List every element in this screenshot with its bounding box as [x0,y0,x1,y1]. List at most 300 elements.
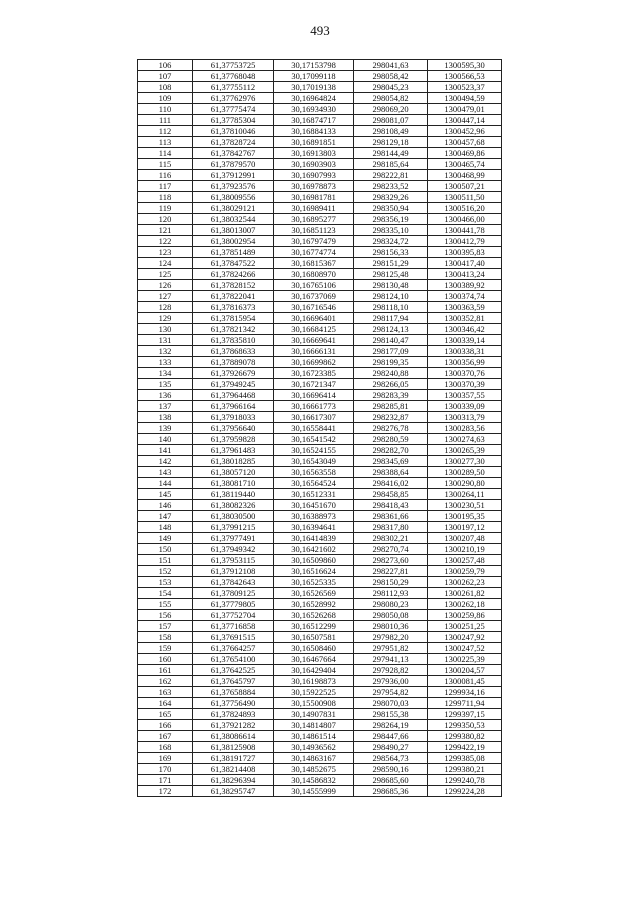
y-coordinate-cell: 1300207,48 [428,533,502,544]
y-coordinate-cell: 1300081,45 [428,676,502,687]
y-coordinate-cell: 1299224,28 [428,786,502,797]
point-number-cell: 154 [138,588,193,599]
y-coordinate-cell: 1300204,57 [428,665,502,676]
y-coordinate-cell: 1299385,08 [428,753,502,764]
table-row [138,478,502,489]
x-coordinate-cell: 297928,82 [354,665,428,676]
x-coordinate-cell: 298685,60 [354,775,428,786]
y-coordinate-cell: 1300264,11 [428,489,502,500]
longitude-cell: 30,15922525 [274,687,354,698]
table-row [138,753,502,764]
x-coordinate-cell: 298125,48 [354,269,428,280]
point-number-cell: 159 [138,643,193,654]
table-row [138,313,502,324]
latitude-cell: 61,37755112 [193,82,274,93]
x-coordinate-cell: 298069,20 [354,104,428,115]
point-number-cell: 119 [138,203,193,214]
point-number-cell: 136 [138,390,193,401]
latitude-cell: 61,38295747 [193,786,274,797]
y-coordinate-cell: 1300370,76 [428,368,502,379]
longitude-cell: 30,15500908 [274,698,354,709]
latitude-cell: 61,38013007 [193,225,274,236]
longitude-cell: 30,16388973 [274,511,354,522]
latitude-cell: 61,38032544 [193,214,274,225]
y-coordinate-cell: 1300259,86 [428,610,502,621]
point-number-cell: 127 [138,291,193,302]
latitude-cell: 61,37691515 [193,632,274,643]
point-number-cell: 155 [138,599,193,610]
table-row [138,533,502,544]
y-coordinate-cell: 1300346,42 [428,324,502,335]
point-number-cell: 106 [138,60,193,71]
table-row [138,467,502,478]
y-coordinate-cell: 1300313,79 [428,412,502,423]
longitude-cell: 30,16934930 [274,104,354,115]
longitude-cell: 30,16526569 [274,588,354,599]
point-number-cell: 124 [138,258,193,269]
x-coordinate-cell: 298117,94 [354,313,428,324]
table-row [138,258,502,269]
latitude-cell: 61,37949245 [193,379,274,390]
latitude-cell: 61,37847522 [193,258,274,269]
longitude-cell: 30,16509860 [274,555,354,566]
latitude-cell: 61,37956640 [193,423,274,434]
x-coordinate-cell: 298155,38 [354,709,428,720]
table-row [138,126,502,137]
table-row [138,599,502,610]
longitude-cell: 30,16874717 [274,115,354,126]
table-row [138,720,502,731]
longitude-cell: 30,16669641 [274,335,354,346]
point-number-cell: 107 [138,71,193,82]
table-row [138,566,502,577]
latitude-cell: 61,38191727 [193,753,274,764]
x-coordinate-cell: 298058,42 [354,71,428,82]
y-coordinate-cell: 1300257,48 [428,555,502,566]
x-coordinate-cell: 297936,00 [354,676,428,687]
y-coordinate-cell: 1300247,52 [428,643,502,654]
x-coordinate-cell: 298112,93 [354,588,428,599]
point-number-cell: 112 [138,126,193,137]
x-coordinate-cell: 298227,81 [354,566,428,577]
y-coordinate-cell: 1300230,51 [428,500,502,511]
longitude-cell: 30,16964824 [274,93,354,104]
y-coordinate-cell: 1300370,39 [428,379,502,390]
y-coordinate-cell: 1299934,16 [428,687,502,698]
longitude-cell: 30,16666131 [274,346,354,357]
longitude-cell: 30,16512299 [274,621,354,632]
y-coordinate-cell: 1300523,37 [428,82,502,93]
latitude-cell: 61,38296394 [193,775,274,786]
latitude-cell: 61,38018285 [193,456,274,467]
y-coordinate-cell: 1300339,14 [428,335,502,346]
x-coordinate-cell: 298199,35 [354,357,428,368]
table-row [138,709,502,720]
latitude-cell: 61,37816373 [193,302,274,313]
longitude-cell: 30,16696414 [274,390,354,401]
y-coordinate-cell: 1300452,96 [428,126,502,137]
point-number-cell: 140 [138,434,193,445]
y-coordinate-cell: 1300466,00 [428,214,502,225]
x-coordinate-cell: 298388,64 [354,467,428,478]
y-coordinate-cell: 1300251,25 [428,621,502,632]
table-row [138,379,502,390]
point-number-cell: 164 [138,698,193,709]
latitude-cell: 61,37779805 [193,599,274,610]
table-row [138,236,502,247]
table-row [138,115,502,126]
y-coordinate-cell: 1300413,24 [428,269,502,280]
x-coordinate-cell: 298118,10 [354,302,428,313]
y-coordinate-cell: 1300595,30 [428,60,502,71]
table-row [138,742,502,753]
table-row [138,676,502,687]
point-number-cell: 141 [138,445,193,456]
y-coordinate-cell: 1300447,14 [428,115,502,126]
table-row [138,324,502,335]
point-number-cell: 166 [138,720,193,731]
longitude-cell: 30,16525335 [274,577,354,588]
x-coordinate-cell: 298264,19 [354,720,428,731]
latitude-cell: 61,37926679 [193,368,274,379]
latitude-cell: 61,37959828 [193,434,274,445]
y-coordinate-cell: 1300494,59 [428,93,502,104]
x-coordinate-cell: 298345,69 [354,456,428,467]
latitude-cell: 61,38029121 [193,203,274,214]
longitude-cell: 30,16508460 [274,643,354,654]
x-coordinate-cell: 298177,09 [354,346,428,357]
latitude-cell: 61,37815954 [193,313,274,324]
y-coordinate-cell: 1299350,53 [428,720,502,731]
x-coordinate-cell: 297941,13 [354,654,428,665]
table-row [138,621,502,632]
x-coordinate-cell: 298350,94 [354,203,428,214]
x-coordinate-cell: 298324,72 [354,236,428,247]
latitude-cell: 61,37642525 [193,665,274,676]
latitude-cell: 61,37912991 [193,170,274,181]
table-row [138,434,502,445]
longitude-cell: 30,16978873 [274,181,354,192]
y-coordinate-cell: 1300389,92 [428,280,502,291]
point-number-cell: 150 [138,544,193,555]
y-coordinate-cell: 1299711,94 [428,698,502,709]
y-coordinate-cell: 1300352,81 [428,313,502,324]
longitude-cell: 30,16913803 [274,148,354,159]
table-row [138,335,502,346]
latitude-cell: 61,37828152 [193,280,274,291]
latitude-cell: 61,37961483 [193,445,274,456]
latitude-cell: 61,37752704 [193,610,274,621]
longitude-cell: 30,16723385 [274,368,354,379]
latitude-cell: 61,37868633 [193,346,274,357]
x-coordinate-cell: 298041,63 [354,60,428,71]
point-number-cell: 144 [138,478,193,489]
longitude-cell: 30,16903903 [274,159,354,170]
x-coordinate-cell: 298124,13 [354,324,428,335]
y-coordinate-cell: 1300339,09 [428,401,502,412]
table-row [138,269,502,280]
longitude-cell: 30,14907831 [274,709,354,720]
x-coordinate-cell: 298280,59 [354,434,428,445]
latitude-cell: 61,38119440 [193,489,274,500]
y-coordinate-cell: 1300247,92 [428,632,502,643]
y-coordinate-cell: 1300261,82 [428,588,502,599]
x-coordinate-cell: 298150,29 [354,577,428,588]
point-number-cell: 130 [138,324,193,335]
point-number-cell: 129 [138,313,193,324]
table-row [138,401,502,412]
y-coordinate-cell: 1300417,40 [428,258,502,269]
longitude-cell: 30,14861514 [274,731,354,742]
table-row [138,643,502,654]
point-number-cell: 122 [138,236,193,247]
x-coordinate-cell: 297982,20 [354,632,428,643]
latitude-cell: 61,37842643 [193,577,274,588]
x-coordinate-cell: 298458,85 [354,489,428,500]
latitude-cell: 61,37654100 [193,654,274,665]
y-coordinate-cell: 1300225,39 [428,654,502,665]
latitude-cell: 61,37977491 [193,533,274,544]
table-row [138,665,502,676]
latitude-cell: 61,37822041 [193,291,274,302]
table-row [138,456,502,467]
x-coordinate-cell: 298266,05 [354,379,428,390]
y-coordinate-cell: 1299397,15 [428,709,502,720]
y-coordinate-cell: 1300566,53 [428,71,502,82]
y-coordinate-cell: 1299240,78 [428,775,502,786]
x-coordinate-cell: 298185,64 [354,159,428,170]
longitude-cell: 30,16696401 [274,313,354,324]
point-number-cell: 165 [138,709,193,720]
y-coordinate-cell: 1300356,99 [428,357,502,368]
coordinates-table [137,59,502,797]
table-row [138,687,502,698]
x-coordinate-cell: 298276,78 [354,423,428,434]
y-coordinate-cell: 1300265,39 [428,445,502,456]
point-number-cell: 108 [138,82,193,93]
x-coordinate-cell: 298361,66 [354,511,428,522]
table-row [138,159,502,170]
longitude-cell: 30,14863167 [274,753,354,764]
point-number-cell: 158 [138,632,193,643]
longitude-cell: 30,16541542 [274,434,354,445]
y-coordinate-cell: 1300197,12 [428,522,502,533]
x-coordinate-cell: 298329,26 [354,192,428,203]
longitude-cell: 30,16451670 [274,500,354,511]
x-coordinate-cell: 298233,52 [354,181,428,192]
latitude-cell: 61,37810046 [193,126,274,137]
point-number-cell: 172 [138,786,193,797]
longitude-cell: 30,16394641 [274,522,354,533]
table-row [138,225,502,236]
x-coordinate-cell: 298010,36 [354,621,428,632]
y-coordinate-cell: 1300195,35 [428,511,502,522]
latitude-cell: 61,37762976 [193,93,274,104]
y-coordinate-cell: 1300210,19 [428,544,502,555]
x-coordinate-cell: 298124,10 [354,291,428,302]
y-coordinate-cell: 1300469,86 [428,148,502,159]
point-number-cell: 114 [138,148,193,159]
point-number-cell: 132 [138,346,193,357]
latitude-cell: 61,37756490 [193,698,274,709]
point-number-cell: 110 [138,104,193,115]
point-number-cell: 125 [138,269,193,280]
point-number-cell: 123 [138,247,193,258]
y-coordinate-cell: 1300262,23 [428,577,502,588]
y-coordinate-cell: 1300516,20 [428,203,502,214]
table-row [138,632,502,643]
y-coordinate-cell: 1300374,74 [428,291,502,302]
longitude-cell: 30,16563558 [274,467,354,478]
x-coordinate-cell: 298140,47 [354,335,428,346]
longitude-cell: 30,16564524 [274,478,354,489]
x-coordinate-cell: 298080,23 [354,599,428,610]
point-number-cell: 113 [138,137,193,148]
point-number-cell: 153 [138,577,193,588]
y-coordinate-cell: 1300511,50 [428,192,502,203]
point-number-cell: 148 [138,522,193,533]
longitude-cell: 30,16543049 [274,456,354,467]
table-row [138,137,502,148]
table-row [138,148,502,159]
table-row [138,577,502,588]
latitude-cell: 61,38009556 [193,192,274,203]
point-number-cell: 149 [138,533,193,544]
point-number-cell: 145 [138,489,193,500]
longitude-cell: 30,16774774 [274,247,354,258]
y-coordinate-cell: 1299380,82 [428,731,502,742]
table-row [138,357,502,368]
point-number-cell: 160 [138,654,193,665]
longitude-cell: 30,16661773 [274,401,354,412]
longitude-cell: 30,16815367 [274,258,354,269]
latitude-cell: 61,37821342 [193,324,274,335]
x-coordinate-cell: 298156,33 [354,247,428,258]
point-number-cell: 128 [138,302,193,313]
table-row [138,214,502,225]
y-coordinate-cell: 1300468,99 [428,170,502,181]
latitude-cell: 61,38125908 [193,742,274,753]
y-coordinate-cell: 1300277,30 [428,456,502,467]
latitude-cell: 61,37775474 [193,104,274,115]
latitude-cell: 61,37851489 [193,247,274,258]
table-row [138,588,502,599]
table-row [138,302,502,313]
x-coordinate-cell: 298144,49 [354,148,428,159]
latitude-cell: 61,38057120 [193,467,274,478]
latitude-cell: 61,37645797 [193,676,274,687]
x-coordinate-cell: 298270,74 [354,544,428,555]
x-coordinate-cell: 298273,60 [354,555,428,566]
point-number-cell: 133 [138,357,193,368]
longitude-cell: 30,16808970 [274,269,354,280]
y-coordinate-cell: 1300289,50 [428,467,502,478]
point-number-cell: 163 [138,687,193,698]
latitude-cell: 61,37658884 [193,687,274,698]
point-number-cell: 120 [138,214,193,225]
table-row [138,610,502,621]
longitude-cell: 30,16429404 [274,665,354,676]
point-number-cell: 171 [138,775,193,786]
point-number-cell: 115 [138,159,193,170]
point-number-cell: 135 [138,379,193,390]
longitude-cell: 30,16721347 [274,379,354,390]
x-coordinate-cell: 298240,88 [354,368,428,379]
latitude-cell: 61,37889078 [193,357,274,368]
table-row [138,522,502,533]
table-row [138,93,502,104]
y-coordinate-cell: 1300274,63 [428,434,502,445]
point-number-cell: 161 [138,665,193,676]
longitude-cell: 30,17019138 [274,82,354,93]
table-row [138,104,502,115]
table-row [138,247,502,258]
y-coordinate-cell: 1300395,83 [428,247,502,258]
x-coordinate-cell: 298447,66 [354,731,428,742]
longitude-cell: 30,14586832 [274,775,354,786]
latitude-cell: 61,37953115 [193,555,274,566]
x-coordinate-cell: 298151,29 [354,258,428,269]
longitude-cell: 30,17153798 [274,60,354,71]
x-coordinate-cell: 298130,48 [354,280,428,291]
longitude-cell: 30,16526268 [274,610,354,621]
point-number-cell: 111 [138,115,193,126]
y-coordinate-cell: 1300412,79 [428,236,502,247]
longitude-cell: 30,16421602 [274,544,354,555]
latitude-cell: 61,37785304 [193,115,274,126]
table-row [138,412,502,423]
longitude-cell: 30,16467664 [274,654,354,665]
longitude-cell: 30,16907993 [274,170,354,181]
point-number-cell: 139 [138,423,193,434]
longitude-cell: 30,16716546 [274,302,354,313]
x-coordinate-cell: 298317,80 [354,522,428,533]
latitude-cell: 61,38086614 [193,731,274,742]
longitude-cell: 30,14936562 [274,742,354,753]
point-number-cell: 146 [138,500,193,511]
latitude-cell: 61,37835810 [193,335,274,346]
y-coordinate-cell: 1299380,21 [428,764,502,775]
table-row [138,698,502,709]
point-number-cell: 169 [138,753,193,764]
y-coordinate-cell: 1300457,68 [428,137,502,148]
longitude-cell: 30,16765106 [274,280,354,291]
latitude-cell: 61,38002954 [193,236,274,247]
point-number-cell: 142 [138,456,193,467]
table-row [138,775,502,786]
longitude-cell: 30,16895277 [274,214,354,225]
point-number-cell: 152 [138,566,193,577]
longitude-cell: 30,16414839 [274,533,354,544]
x-coordinate-cell: 298081,07 [354,115,428,126]
table-row [138,786,502,797]
x-coordinate-cell: 298590,16 [354,764,428,775]
table-row [138,489,502,500]
longitude-cell: 30,17099118 [274,71,354,82]
y-coordinate-cell: 1300259,79 [428,566,502,577]
y-coordinate-cell: 1300290,80 [428,478,502,489]
longitude-cell: 30,14852675 [274,764,354,775]
longitude-cell: 30,16524155 [274,445,354,456]
x-coordinate-cell: 298685,36 [354,786,428,797]
table-row [138,82,502,93]
latitude-cell: 61,37842767 [193,148,274,159]
x-coordinate-cell: 298054,82 [354,93,428,104]
x-coordinate-cell: 298232,87 [354,412,428,423]
longitude-cell: 30,16981781 [274,192,354,203]
latitude-cell: 61,37664257 [193,643,274,654]
point-number-cell: 170 [138,764,193,775]
